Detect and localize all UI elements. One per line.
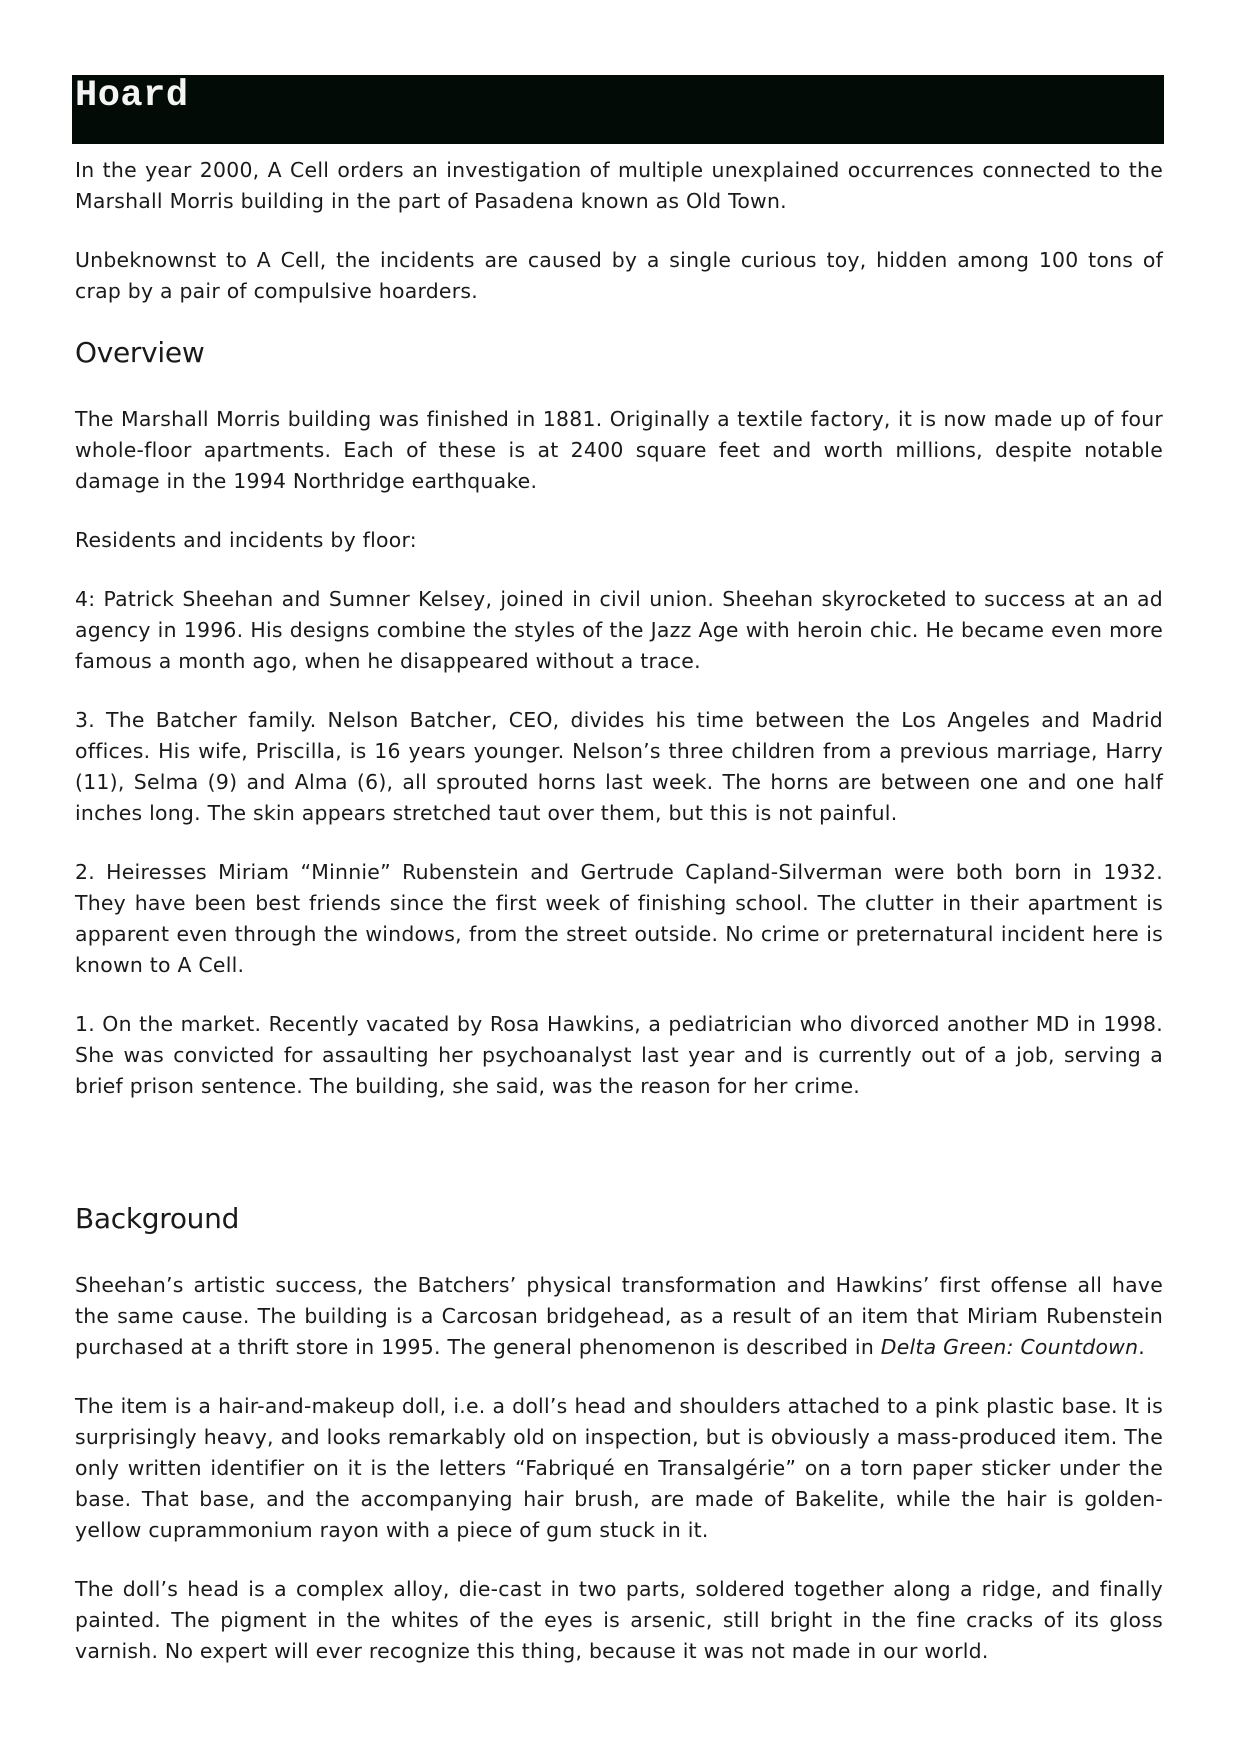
- floor-3-paragraph: 3. The Batcher family. Nelson Batcher, CEO, divides his time between the Los Angeles and Madrid offices. His wife, Priscilla, is 16 years younger. Nelson’s three children from a previous marriage, Harry (11), Selma (9) and Alma (6), all sprouted horns last week. The horns are between one and one half inches long. The skin appears stretched taut over them, but this is not painful.: [75, 708, 1163, 825]
- intro-paragraph: Unbeknownst to A Cell, the incidents are caused by a single curious toy, hidden among 100 tons of crap by a pair of compulsive hoarders.: [75, 248, 1163, 303]
- background-paragraph: The item is a hair-and-makeup doll, i.e. a doll’s head and shoulders attached to a pink plastic base. It is surprisingly heavy, and looks remarkably old on inspection, but is obviously a mass-produced item. The only written identifier on it is the letters “Fabriqué en Transalgérie” on a torn paper sticker under the base. That base, and the accompanying hair brush, are made of Bakelite, while the hair is golden-yellow cuprammonium rayon with a piece of gum stuck in it.: [75, 1394, 1163, 1542]
- document-body: [75, 155, 1163, 1695]
- background-paragraph: [75, 1270, 1163, 1363]
- intro-paragraph: In the year 2000, A Cell orders an investigation of multiple unexplained occurrences connected to the Marshall Morris building in the part of Pasadena known as Old Town.: [75, 158, 1163, 213]
- section-heading-overview: Overview: [75, 336, 205, 369]
- book-title: Delta Green: Countdown: [880, 1335, 1139, 1359]
- floor-2-paragraph: 2. Heiresses Miriam “Minnie” Rubenstein and Gertrude Capland-Silverman were both born in 1932. They have been best friends since the first week of finishing school. The clutter in their apartment is apparent even through the windows, from the street outside. No crime or preternatural incident here is known to A Cell.: [75, 860, 1163, 977]
- overview-paragraph: Residents and incidents by floor:: [75, 528, 417, 552]
- floor-4-paragraph: 4: Patrick Sheehan and Sumner Kelsey, joined in civil union. Sheehan skyrocketed to success at an ad agency in 1996. His designs combine the styles of the Jazz Age with heroin chic. He became even more famous a month ago, when he disappeared without a trace.: [75, 587, 1163, 673]
- sentence-end: .: [1138, 1335, 1146, 1359]
- overview-paragraph: The Marshall Morris building was finished in 1881. Originally a textile factory, it is now made up of four whole-floor apartments. Each of these is at 2400 square feet and worth millions, despite notable damage in the 1994 Northridge earthquake.: [75, 407, 1163, 493]
- section-heading-background: Background: [75, 1202, 240, 1235]
- document-title: Hoard: [75, 75, 189, 117]
- title-bar: [72, 75, 1164, 144]
- section-spacer: [75, 1130, 1163, 1201]
- background-text: Sheehan’s artistic success, the Batchers’ physical transformation and Hawkins’ first offense all have the same cause. The building is a Carcosan bridgehead, as a result of an item that Miriam Rubenstein purchased at a thrift store in 1995. The general phenomenon is described in: [75, 1273, 1163, 1359]
- floor-1-paragraph: 1. On the market. Recently vacated by Rosa Hawkins, a pediatrician who divorced another MD in 1998. She was convicted for assaulting her psychoanalyst last year and is currently out of a job, serving a brief prison sentence. The building, she said, was the reason for her crime.: [75, 1012, 1163, 1098]
- background-paragraph: The doll’s head is a complex alloy, die-cast in two parts, soldered together along a ridge, and finally painted. The pigment in the whites of the eyes is arsenic, still bright in the fine cracks of its gloss varnish. No expert will ever recognize this thing, because it was not made in our world.: [75, 1577, 1163, 1663]
